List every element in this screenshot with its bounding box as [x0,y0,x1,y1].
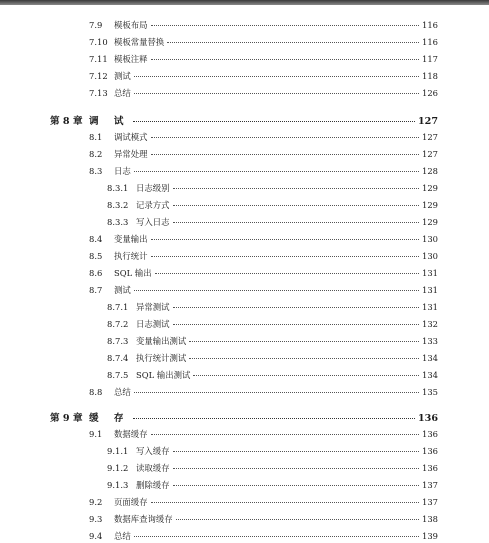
entry-number: 8.3.3 [107,217,129,227]
entry-title: 数据缓存 [114,429,148,439]
toc-entry-8-7-4[interactable] [107,352,438,364]
dot-leader [176,519,419,520]
dot-leader [133,121,415,122]
toc-entry-8-7-5[interactable] [107,369,438,381]
chapter-title: 调 试 [89,116,130,127]
entry-title: 执行统计 [114,251,148,261]
toc-entry-8-7-2[interactable] [107,318,438,330]
dot-leader [134,392,419,393]
entry-title: SQL 输出测试 [136,370,191,380]
toc-entry-8-7-1[interactable] [107,301,438,313]
entry-page: 131 [422,268,438,278]
entry-title: 模板布局 [114,20,148,30]
entry-page: 127 [422,132,438,142]
toc-entry-9-1-3[interactable] [107,479,438,491]
toc-entry-8-1[interactable] [89,131,438,143]
dot-leader [134,290,419,291]
dot-leader [193,375,419,376]
entry-number: 8.7.5 [107,370,129,380]
entry-page: 136 [422,446,438,456]
entry-page: 137 [422,497,438,507]
entry-title: 测试 [114,285,131,295]
dot-leader [173,468,420,469]
entry-number: 9.1.2 [107,463,129,473]
entry-page: 131 [422,285,438,295]
toc-entry-7-11[interactable] [89,53,438,65]
entry-number: 7.12 [89,71,108,81]
toc-entry-8-3-3[interactable] [107,216,438,228]
entry-title: 记录方式 [136,200,170,210]
entry-title: SQL 输出 [114,268,152,278]
chapter-number: 第 8 章 [50,116,83,127]
entry-title: 写入缓存 [136,446,170,456]
entry-title: 执行统计测试 [136,353,187,363]
dot-leader [173,307,420,308]
dot-leader [134,76,419,77]
chapter-title: 缓 存 [89,413,130,424]
dot-leader [189,341,419,342]
toc-entry-7-13[interactable] [89,87,438,99]
entry-number: 8.7.4 [107,353,129,363]
toc-entry-8-2[interactable] [89,148,438,160]
entry-title: 总结 [114,531,131,541]
entry-number: 7.9 [89,20,103,30]
chapter-page: 136 [417,413,438,424]
window-top-edge [0,0,489,5]
entry-page: 139 [422,531,438,541]
dot-leader [151,137,420,138]
entry-title: 变量输出测试 [136,336,187,346]
dot-leader [173,188,420,189]
chapter-number: 第 9 章 [50,413,83,424]
entry-number: 8.2 [89,149,103,159]
entry-number: 9.2 [89,497,103,507]
entry-number: 8.8 [89,387,103,397]
entry-page: 130 [422,251,438,261]
dot-leader [151,154,420,155]
dot-leader [134,536,419,537]
entry-title: 变量输出 [114,234,148,244]
dot-leader [173,485,420,486]
toc-entry-8-5[interactable] [89,250,438,262]
toc-entry-8-3-2[interactable] [107,199,438,211]
entry-number: 7.11 [89,54,108,64]
entry-page: 137 [422,480,438,490]
entry-number: 9.1 [89,429,103,439]
dot-leader [151,239,420,240]
entry-page: 129 [422,217,438,227]
dot-leader [167,42,419,43]
entry-title: 调试模式 [114,132,148,142]
toc-chapter-9[interactable] [50,410,438,424]
dot-leader [173,205,420,206]
chapter-page: 127 [417,116,438,127]
dot-leader [134,93,419,94]
entry-number: 7.10 [89,37,108,47]
dot-leader [151,59,420,60]
entry-title: 异常处理 [114,149,148,159]
dot-leader [151,25,420,26]
toc-entry-8-7-3[interactable] [107,335,438,347]
toc-entry-9-2[interactable] [89,496,438,508]
entry-title: 写入日志 [136,217,170,227]
entry-page: 136 [422,429,438,439]
entry-title: 总结 [114,387,131,397]
toc-entry-9-1[interactable] [89,428,438,440]
entry-number: 8.7.2 [107,319,129,329]
dot-leader [189,358,419,359]
entry-title: 读取缓存 [136,463,170,473]
toc-entry-9-4[interactable] [89,530,438,542]
entry-page: 129 [422,200,438,210]
toc-entry-8-7[interactable] [89,284,438,296]
entry-number: 7.13 [89,88,108,98]
entry-title: 日志级别 [136,183,170,193]
toc-entry-7-10[interactable] [89,36,438,48]
entry-title: 页面缓存 [114,497,148,507]
toc-entry-8-8[interactable] [89,386,438,398]
entry-title: 日志测试 [136,319,170,329]
dot-leader [151,502,420,503]
entry-page: 133 [422,336,438,346]
entry-page: 131 [422,302,438,312]
entry-number: 9.3 [89,514,103,524]
entry-title: 异常测试 [136,302,170,312]
entry-title: 日志 [114,166,131,176]
entry-number: 8.4 [89,234,103,244]
toc-chapter-8[interactable] [50,113,438,127]
entry-page: 132 [422,319,438,329]
entry-title: 总结 [114,88,131,98]
entry-page: 134 [422,353,438,363]
toc-entry-9-1-2[interactable] [107,462,438,474]
toc-entry-9-1-1[interactable] [107,445,438,457]
entry-number: 9.1.3 [107,480,129,490]
dot-leader [151,256,420,257]
toc-entry-7-12[interactable] [89,70,438,82]
entry-page: 118 [422,71,438,81]
toc-entry-9-3[interactable] [89,513,438,525]
entry-number: 8.3.2 [107,200,129,210]
toc-entry-8-3[interactable] [89,165,438,177]
entry-page: 116 [422,37,438,47]
entry-number: 8.6 [89,268,103,278]
entry-number: 8.7.3 [107,336,129,346]
entry-page: 126 [422,88,438,98]
entry-number: 8.7.1 [107,302,129,312]
entry-title: 模板注释 [114,54,148,64]
entry-number: 8.3.1 [107,183,129,193]
entry-page: 128 [422,166,438,176]
entry-number: 8.7 [89,285,103,295]
dot-leader [155,273,419,274]
toc-entry-8-4[interactable] [89,233,438,245]
entry-title: 模板常量替换 [114,37,165,47]
entry-title: 删除缓存 [136,480,170,490]
dot-leader [173,222,420,223]
dot-leader [173,324,420,325]
entry-page: 127 [422,149,438,159]
entry-title: 数据库查询缓存 [114,514,173,524]
entry-page: 134 [422,370,438,380]
toc-entry-8-6[interactable] [89,267,438,279]
entry-page: 136 [422,463,438,473]
entry-number: 8.1 [89,132,103,142]
entry-page: 135 [422,387,438,397]
dot-leader [134,171,419,172]
dot-leader [133,418,415,419]
entry-page: 129 [422,183,438,193]
entry-title: 测试 [114,71,131,81]
entry-number: 9.4 [89,531,103,541]
dot-leader [151,434,420,435]
toc-entry-7-9[interactable] [89,19,438,31]
entry-number: 8.5 [89,251,103,261]
entry-number: 8.3 [89,166,103,176]
entry-page: 117 [422,54,438,64]
toc-entry-8-3-1[interactable] [107,182,438,194]
entry-number: 9.1.1 [107,446,129,456]
entry-page: 130 [422,234,438,244]
entry-page: 116 [422,20,438,30]
dot-leader [173,451,420,452]
entry-page: 138 [422,514,438,524]
